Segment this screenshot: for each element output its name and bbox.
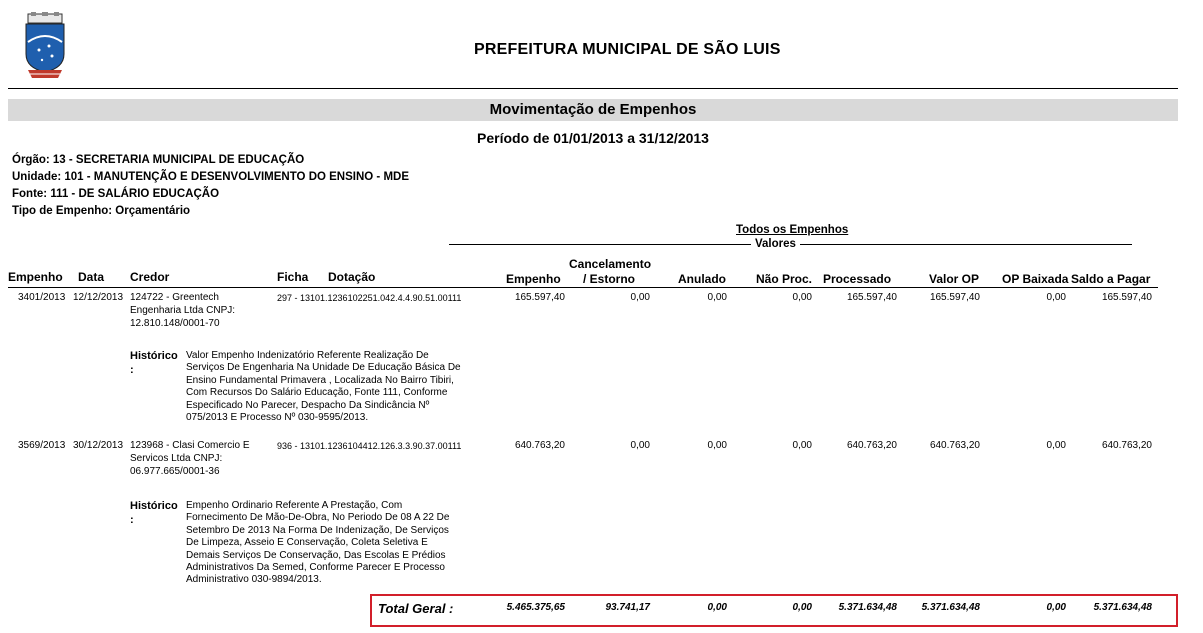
row-nao-proc: 0,00 <box>792 292 812 303</box>
org-name: PREFEITURA MUNICIPAL DE SÃO LUIS <box>474 41 781 58</box>
row-credor: 124722 - Greentech <box>130 292 219 303</box>
col-empenho-id: Empenho <box>8 270 63 284</box>
row-empenho: 3401/2013 <box>18 292 66 303</box>
meta-tipo: Tipo de Empenho: Orçamentário <box>12 205 191 217</box>
row-processado: 640.763,20 <box>846 440 897 451</box>
col-anulado: Anulado <box>678 272 726 286</box>
row-credor: 123968 - Clasi Comercio E <box>130 440 250 451</box>
row-saldo: 165.597,40 <box>1101 292 1152 303</box>
row-op-baixada: 0,00 <box>1046 292 1066 303</box>
row-valor-empenho: 640.763,20 <box>514 440 565 451</box>
total-op-baixada: 0,00 <box>1046 602 1066 613</box>
coat-of-arms-logo <box>22 12 68 82</box>
row-ficha-dotacao: 936 - 13101.1236104412.126.3.3.90.37.00111 <box>277 441 462 451</box>
col-op-baixada: OP Baixada <box>1002 272 1069 286</box>
row-data: 30/12/2013 <box>73 440 124 451</box>
total-valor-op: 5.371.634,48 <box>921 602 980 613</box>
col-ficha: Ficha <box>277 270 309 284</box>
row-credor: Servicos Ltda CNPJ: <box>130 453 223 464</box>
row-ficha-dotacao: 297 - 13101.1236102251.042.4.4.90.51.00111 <box>277 293 462 303</box>
group-subtitle: Valores <box>751 238 800 250</box>
report-period: Período de 01/01/2013 a 31/12/2013 <box>477 130 709 146</box>
table-row <box>0 291 1203 431</box>
row-anulado: 0,00 <box>707 440 727 451</box>
historico-text: Empenho Ordinario Referente A Prestação, Com Fornecimento De Mão-De-Obra, No Periodo De 08 A 22 De Setembro De 2013 Na Forma De Indenização, De Serviços De Limpeza, Asseio E Conservação, Coleta Seletiva E Demais Serviços De Conservação, Das Escolas E Prédios Administrativos Da Semed, Conforme Parecer E Processo Administrativo 030-9894/2013. <box>186 500 450 586</box>
total-empenho: 5.465.375,65 <box>506 602 565 613</box>
historico-label: Histórico <box>130 350 178 362</box>
col-estorno: / Estorno <box>583 272 636 286</box>
row-op-baixada: 0,00 <box>1046 440 1066 451</box>
total-anulado: 0,00 <box>707 602 727 613</box>
row-valor-op: 640.763,20 <box>929 440 980 451</box>
meta-unidade: Unidade: 101 - MANUTENÇÃO E DESENVOLVIMENTO DO ENSINO - MDE <box>12 171 410 183</box>
row-anulado: 0,00 <box>707 292 727 303</box>
total-nao-proc: 0,00 <box>792 602 812 613</box>
total-saldo: 5.371.634,48 <box>1093 602 1152 613</box>
row-credor-cnpj: 06.977.665/0001-36 <box>130 466 220 477</box>
header-divider <box>8 88 1178 89</box>
col-valor-op: Valor OP <box>929 272 980 286</box>
row-empenho: 3569/2013 <box>18 440 66 451</box>
row-valor-op: 165.597,40 <box>929 292 980 303</box>
meta-orgao: Órgão: 13 - SECRETARIA MUNICIPAL DE EDUCAÇÃO <box>12 154 305 166</box>
total-processado: 5.371.634,48 <box>838 602 897 613</box>
meta-fonte: Fonte: 111 - DE SALÁRIO EDUCAÇÃO <box>12 188 220 200</box>
historico-colon: : <box>130 514 134 526</box>
col-saldo: Saldo a Pagar <box>1071 272 1151 286</box>
total-label: Total Geral : <box>378 601 454 616</box>
col-processado: Processado <box>823 272 892 286</box>
row-data: 12/12/2013 <box>73 292 124 303</box>
historico-colon: : <box>130 364 134 376</box>
row-saldo: 640.763,20 <box>1101 440 1152 451</box>
col-credor: Credor <box>130 270 170 284</box>
row-nao-proc: 0,00 <box>792 440 812 451</box>
col-nao-proc: Não Proc. <box>756 272 813 286</box>
col-dotacao: Dotação <box>328 270 376 284</box>
row-cancelamento: 0,00 <box>630 292 650 303</box>
table-row <box>0 439 1203 589</box>
row-credor-cnpj: 12.810.148/0001-70 <box>130 318 220 329</box>
row-processado: 165.597,40 <box>846 292 897 303</box>
col-empenho-valor: Empenho <box>506 272 561 286</box>
header-bottom-rule <box>8 287 1158 288</box>
col-data: Data <box>78 270 105 284</box>
report-title: Movimentação de Empenhos <box>489 101 697 118</box>
historico-text: Valor Empenho Indenizatório Referente Realização De Serviços De Engenharia Na Unidade De Educação Básica De Ensino Fundamental Primavera , Localizada No Bairro Tibiri, Com Recursos Do Salário Educação, Fonte 111, Conforme Especificado No Parecer, Despacho Da Sindicância Nº 075/2013 E Processo Nº 030-9595/2013. <box>186 350 461 424</box>
col-cancelamento: Cancelamento <box>569 257 652 271</box>
row-credor: Engenharia Ltda CNPJ: <box>130 305 236 316</box>
row-valor-empenho: 165.597,40 <box>514 292 565 303</box>
group-title: Todos os Empenhos <box>736 224 849 236</box>
total-cancelamento: 93.741,17 <box>605 602 650 613</box>
row-cancelamento: 0,00 <box>630 440 650 451</box>
historico-label: Histórico <box>130 500 178 512</box>
